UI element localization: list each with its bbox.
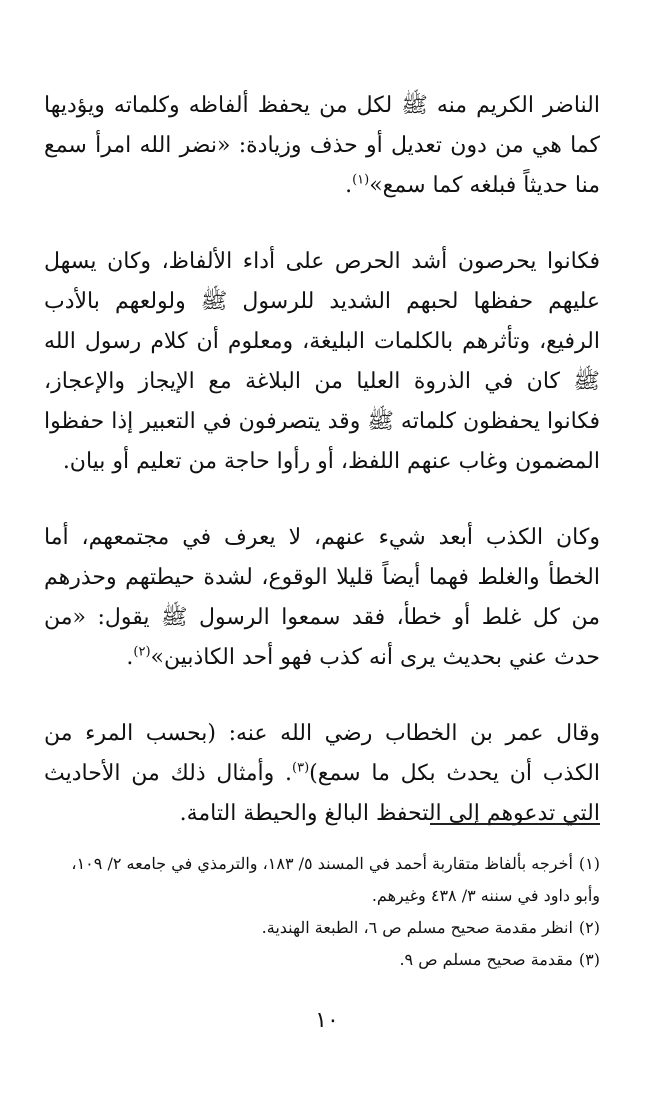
paragraph-tail: . [126, 645, 134, 670]
footnote-text: مقدمة صحيح مسلم ص ٩. [399, 950, 573, 969]
paragraph-2 [44, 242, 600, 482]
footnote-number: (٢) [578, 918, 600, 937]
footnote-ref-1: (١) [352, 172, 370, 188]
paragraph-text: وقال عمر بن الخطاب رضي الله عنه: (بحسب المرء من الكذب أن يحدث بكل ما سمع) [44, 721, 600, 786]
paragraph-4 [44, 714, 600, 834]
paragraph-tail: . وأمثال ذلك من الأحاديث التي تدعوهم إلى التحفظ البالغ والحيطة التامة. [44, 761, 600, 826]
paragraph-tail: . [345, 173, 353, 198]
footnote-separator [430, 823, 600, 825]
footnotes [44, 848, 600, 976]
page-number: ١٠ [315, 1008, 339, 1033]
footnote-1 [44, 848, 600, 912]
paragraph-3 [44, 518, 600, 678]
main-text [44, 86, 600, 834]
footnote-text: انظر مقدمة صحيح مسلم ص ٦، الطبعة الهندية. [261, 918, 573, 937]
footnote-ref-2: (٢) [133, 644, 151, 660]
footnote-2 [44, 912, 600, 944]
paragraph-1 [44, 86, 600, 206]
footnote-text: أخرجه بألفاظ متقاربة أحمد في المسند ٥/ ١٨٣، والترمذي في جامعه ٢/ ١٠٩، وأبو داود في سننه ٣/ ٤٣٨ وغيرهم. [71, 854, 600, 905]
footnote-number: (٣) [578, 950, 600, 969]
footnote-number: (١) [578, 854, 600, 873]
paragraph-text: الناضر الكريم منه ﷺ لكل من يحفظ ألفاظه وكلماته ويؤديها كما هي من دون تعديل أو حذف وزيادة: «نضر الله امرأ سمع منا حديثاً فبلغه كما سمع» [44, 93, 600, 198]
footnote-ref-3: (٣) [292, 760, 310, 776]
footnote-3 [44, 944, 600, 976]
paragraph-text: وكان الكذب أبعد شيء عنهم، لا يعرف في مجتمعهم، أما الخطأ والغلط فهما أيضاً قليلا الوقوع، لشدة حيطتهم وحذرهم من كل غلط أو خطأ، فقد سمعوا الرسول ﷺ يقول: «من حدث عني بحديث يرى أنه كذب فهو أحد الكاذبين» [44, 525, 600, 670]
paragraph-text: فكانوا يحرصون أشد الحرص على أداء الألفاظ، وكان يسهل عليهم حفظها لحبهم الشديد للرسول ﷺ ولولعهم بالأدب الرفيع، وتأثرهم بالكلمات البليغة، ومعلوم أن كلام رسول الله ﷺ كان في الذروة العليا من البلاغة مع الإيجاز والإعجاز، فكانوا يحفظون كلماته ﷺ وقد يتصرفون في التعبير إذا حفظوا المضمون وغاب عنهم اللفظ، أو رأوا حاجة من تعليم أو بيان. [44, 249, 600, 474]
